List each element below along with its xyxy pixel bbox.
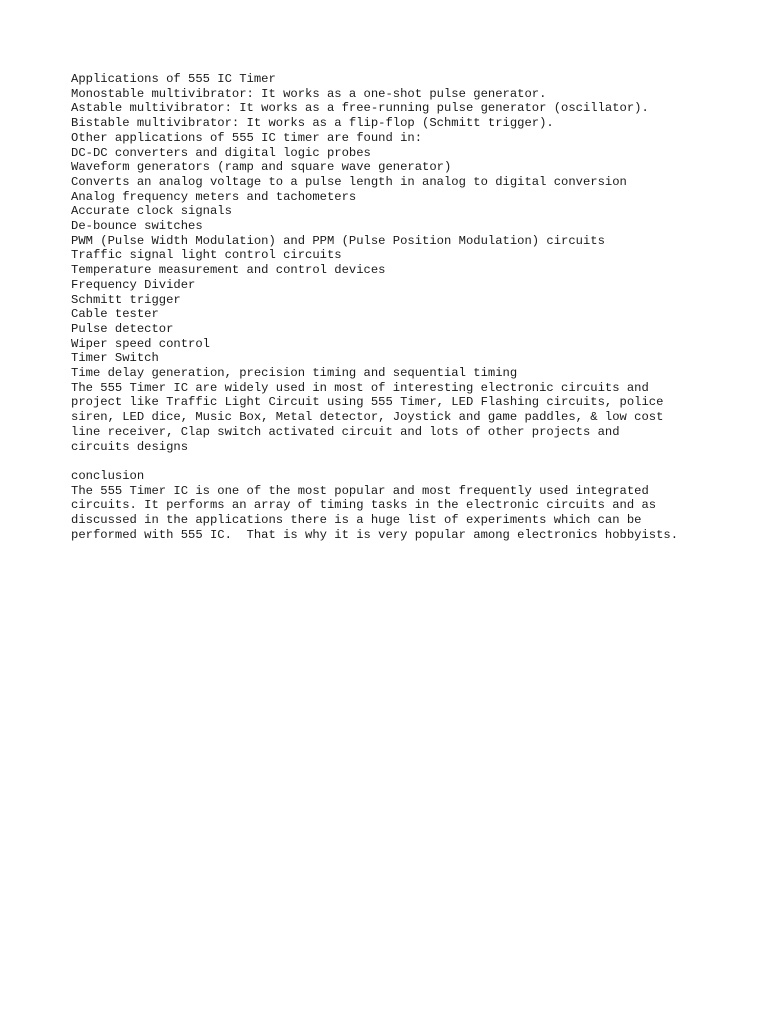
paragraph-line: discussed in the applications there is a huge list of experiments which can be: [71, 513, 642, 528]
application-item: Schmitt trigger: [71, 292, 181, 307]
application-item: Pulse detector: [71, 321, 174, 336]
paragraph-spacer: [71, 454, 751, 469]
conclusion-heading: conclusion: [71, 468, 145, 483]
application-item: Waveform generators (ramp and square wave generator): [71, 160, 452, 175]
paragraph-line: line receiver, Clap switch activated circuit and lots of other projects and: [71, 424, 620, 439]
usage-paragraph: [71, 381, 751, 455]
application-item: Traffic signal light control circuits: [71, 248, 342, 263]
applications-list: [71, 146, 751, 381]
document-page: [71, 72, 751, 542]
document-title: Applications of 555 IC Timer: [71, 72, 276, 86]
mode-item: Astable multivibrator: It works as a free-running pulse generator (oscillator).: [71, 101, 649, 116]
application-item: Wiper speed control: [71, 336, 210, 351]
application-item: Accurate clock signals: [71, 204, 232, 219]
modes-list: [71, 87, 751, 131]
mode-item: Monostable multivibrator: It works as a one-shot pulse generator.: [71, 86, 547, 101]
other-applications-intro: Other applications of 555 IC timer are found in:: [71, 130, 423, 145]
paragraph-line: circuits designs: [71, 439, 189, 454]
conclusion-paragraph: [71, 484, 751, 543]
application-item: PWM (Pulse Width Modulation) and PPM (Pulse Position Modulation) circuits: [71, 233, 605, 248]
paragraph-line: circuits. It performs an array of timing tasks in the electronic circuits and as: [71, 498, 657, 513]
paragraph-line: The 555 Timer IC are widely used in most of interesting electronic circuits and: [71, 380, 649, 395]
application-item: Frequency Divider: [71, 277, 196, 292]
mode-item: Bistable multivibrator: It works as a flip-flop (Schmitt trigger).: [71, 116, 554, 131]
paragraph-line: project like Traffic Light Circuit using 555 Timer, LED Flashing circuits, police: [71, 395, 664, 410]
application-item: Converts an analog voltage to a pulse length in analog to digital conversion: [71, 174, 627, 189]
paragraph-line: siren, LED dice, Music Box, Metal detector, Joystick and game paddles, & low cost: [71, 410, 664, 425]
application-item: De-bounce switches: [71, 219, 203, 234]
application-item: Analog frequency meters and tachometers: [71, 189, 357, 204]
application-item: Timer Switch: [71, 351, 159, 366]
application-item: Cable tester: [71, 307, 159, 322]
application-item: Time delay generation, precision timing and sequential timing: [71, 366, 518, 381]
application-item: DC-DC converters and digital logic probes: [71, 145, 371, 160]
application-item: Temperature measurement and control devices: [71, 263, 386, 278]
paragraph-line: performed with 555 IC. That is why it is very popular among electronics hobbyists.: [71, 527, 679, 542]
paragraph-line: The 555 Timer IC is one of the most popular and most frequently used integrated: [71, 483, 649, 498]
